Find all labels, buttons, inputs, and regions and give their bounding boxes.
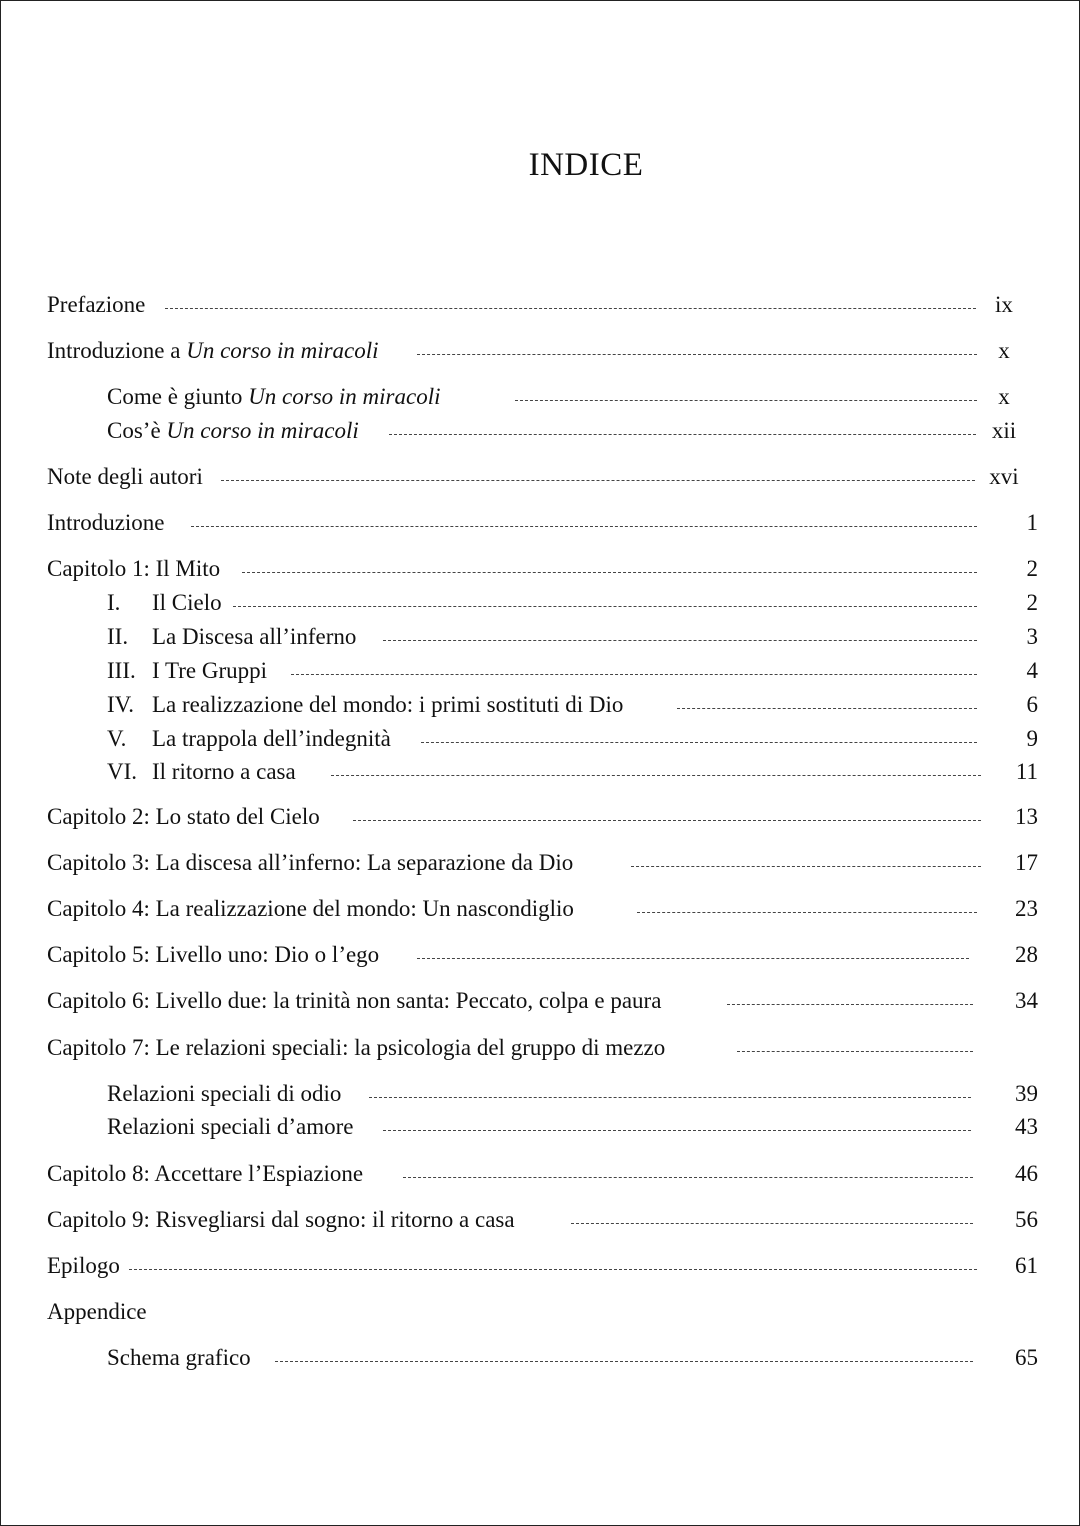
toc-label: Introduzione xyxy=(47,510,165,535)
toc-entry-capitolo-2 xyxy=(1,801,1080,833)
dot-leader xyxy=(389,434,976,435)
dot-leader xyxy=(233,606,977,607)
dot-leader xyxy=(417,354,977,355)
dot-leader xyxy=(737,1051,973,1052)
toc-entry-capitolo-8 xyxy=(1,1158,1080,1190)
toc-entry-section-5 xyxy=(1,723,1080,755)
toc-label: Schema grafico xyxy=(107,1345,251,1370)
section-numeral: IV. xyxy=(107,692,135,717)
dot-leader xyxy=(353,820,981,821)
toc-entry-capitolo-4 xyxy=(1,893,1080,925)
dot-leader xyxy=(421,742,977,743)
toc-page-number: 6 xyxy=(1026,692,1038,717)
toc-label: Capitolo 1: Il Mito xyxy=(47,556,221,581)
toc-label: Capitolo 7: Le relazioni speciali: la psicologia del gruppo di mezzo xyxy=(47,1035,666,1060)
toc-page-number: 13 xyxy=(1015,804,1038,829)
toc-label: Appendice xyxy=(47,1299,147,1324)
toc-page-number: 65 xyxy=(1015,1345,1038,1370)
toc-entry-capitolo-6 xyxy=(1,985,1080,1017)
toc-entry-section-6 xyxy=(1,756,1080,788)
toc-page-number: 2 xyxy=(1026,590,1038,615)
toc-label: Epilogo xyxy=(47,1253,120,1278)
toc-entry-capitolo-9 xyxy=(1,1204,1080,1236)
toc-page-number: 56 xyxy=(1015,1207,1038,1232)
toc-page-number: 23 xyxy=(1015,896,1038,921)
toc-page-number: 43 xyxy=(1015,1114,1038,1139)
toc-page-number: 9 xyxy=(1026,726,1038,751)
toc-entry-introduzione xyxy=(1,507,1080,539)
section-numeral: VI. xyxy=(107,759,138,784)
toc-page-number: 11 xyxy=(1015,759,1038,784)
toc-entry-cose xyxy=(1,415,1080,447)
dot-leader xyxy=(129,1269,977,1270)
toc-label: Come è giunto Un corso in miracoli xyxy=(107,384,441,409)
toc-label: I. Il Cielo xyxy=(107,587,222,619)
toc-page-number: ix xyxy=(995,292,1013,317)
toc-label: Prefazione xyxy=(47,292,146,317)
toc-entry-introduzione-corso xyxy=(1,335,1080,367)
dot-leader xyxy=(221,480,975,481)
toc-label: Capitolo 8: Accettare l’Espiazione xyxy=(47,1161,364,1186)
toc-label: V. La trappola dell’indegnità xyxy=(107,723,391,755)
toc-entry-section-2 xyxy=(1,621,1080,653)
dot-leader xyxy=(291,674,977,675)
toc-page-number: 4 xyxy=(1026,658,1038,683)
dot-leader xyxy=(383,1130,971,1131)
toc-entry-capitolo-3 xyxy=(1,847,1080,879)
dot-leader xyxy=(677,708,977,709)
toc-label: II. La Discesa all’inferno xyxy=(107,621,356,653)
toc-label: Capitolo 5: Livello uno: Dio o l’ego xyxy=(47,942,380,967)
toc-label: Introduzione a Un corso in miracoli xyxy=(47,338,379,363)
toc-entry-section-4 xyxy=(1,689,1080,721)
toc-entry-capitolo-1 xyxy=(1,553,1080,585)
dot-leader xyxy=(727,1004,973,1005)
toc-page-number: 2 xyxy=(1026,556,1038,581)
toc-label: Capitolo 9: Risvegliarsi dal sogno: il ritorno a casa xyxy=(47,1207,515,1232)
toc-page-number: 1 xyxy=(1026,510,1038,535)
toc-label: Capitolo 6: Livello due: la trinità non santa: Peccato, colpa e paura xyxy=(47,988,662,1013)
toc-page-number: 39 xyxy=(1015,1081,1038,1106)
toc-label: Cos’è Un corso in miracoli xyxy=(107,418,359,443)
toc-label: IV. La realizzazione del mondo: i primi sostituti di Dio xyxy=(107,689,623,721)
dot-leader xyxy=(331,775,981,776)
toc-page-number: 17 xyxy=(1015,850,1038,875)
book-title-italic: Un corso in miracoli xyxy=(248,384,441,409)
toc-entry-relazioni-odio xyxy=(1,1078,1080,1110)
toc-entry-prefazione xyxy=(1,289,1080,321)
section-numeral: V. xyxy=(107,726,127,751)
dot-leader xyxy=(631,866,981,867)
toc-entry-relazioni-amore xyxy=(1,1111,1080,1143)
section-numeral: II. xyxy=(107,624,129,649)
dot-leader xyxy=(165,308,976,309)
page-title: INDICE xyxy=(528,147,644,183)
toc-label: III. I Tre Gruppi xyxy=(107,655,267,687)
toc-entry-section-1 xyxy=(1,587,1080,619)
dot-leader xyxy=(383,640,977,641)
toc-label: Capitolo 4: La realizzazione del mondo: Un nascondiglio xyxy=(47,896,574,921)
toc-entry-note-autori xyxy=(1,461,1080,493)
toc-entry-epilogo xyxy=(1,1250,1080,1282)
book-title-italic: Un corso in miracoli xyxy=(186,338,379,363)
toc-page-number: 28 xyxy=(1015,942,1038,967)
toc-entry-schema-grafico xyxy=(1,1342,1080,1374)
dot-leader xyxy=(275,1361,973,1362)
toc-page-number: 34 xyxy=(1015,988,1038,1013)
toc-page-number: xii xyxy=(991,418,1017,443)
toc-label: Capitolo 2: Lo stato del Cielo xyxy=(47,804,320,829)
toc-label: Capitolo 3: La discesa all’inferno: La separazione da Dio xyxy=(47,850,574,875)
dot-leader xyxy=(515,400,977,401)
toc-label: Note degli autori xyxy=(47,464,203,489)
toc-label: VI. Il ritorno a casa xyxy=(107,756,296,788)
book-title-italic: Un corso in miracoli xyxy=(166,418,359,443)
toc-page-number: 46 xyxy=(1015,1161,1038,1186)
toc-page-number: x xyxy=(998,338,1010,363)
toc-entry-appendice xyxy=(1,1296,1080,1328)
dot-leader xyxy=(417,958,969,959)
toc-page-number: 61 xyxy=(1015,1253,1038,1278)
dot-leader xyxy=(637,912,977,913)
toc-label: Relazioni speciali d’amore xyxy=(107,1114,354,1139)
toc-page-number: xvi xyxy=(989,464,1019,489)
dot-leader xyxy=(242,572,977,573)
dot-leader xyxy=(571,1223,973,1224)
dot-leader xyxy=(403,1177,973,1178)
toc-entry-capitolo-7 xyxy=(1,1032,1080,1064)
dot-leader xyxy=(191,526,977,527)
section-numeral: III. xyxy=(107,658,136,683)
toc-label: Relazioni speciali di odio xyxy=(107,1081,342,1106)
toc-entry-section-3 xyxy=(1,655,1080,687)
toc-page-number: x xyxy=(998,384,1010,409)
section-numeral: I. xyxy=(107,590,121,615)
dot-leader xyxy=(369,1097,971,1098)
toc-page-number: 3 xyxy=(1026,624,1038,649)
toc-entry-capitolo-5 xyxy=(1,939,1080,971)
toc-entry-come-giunto xyxy=(1,381,1080,413)
